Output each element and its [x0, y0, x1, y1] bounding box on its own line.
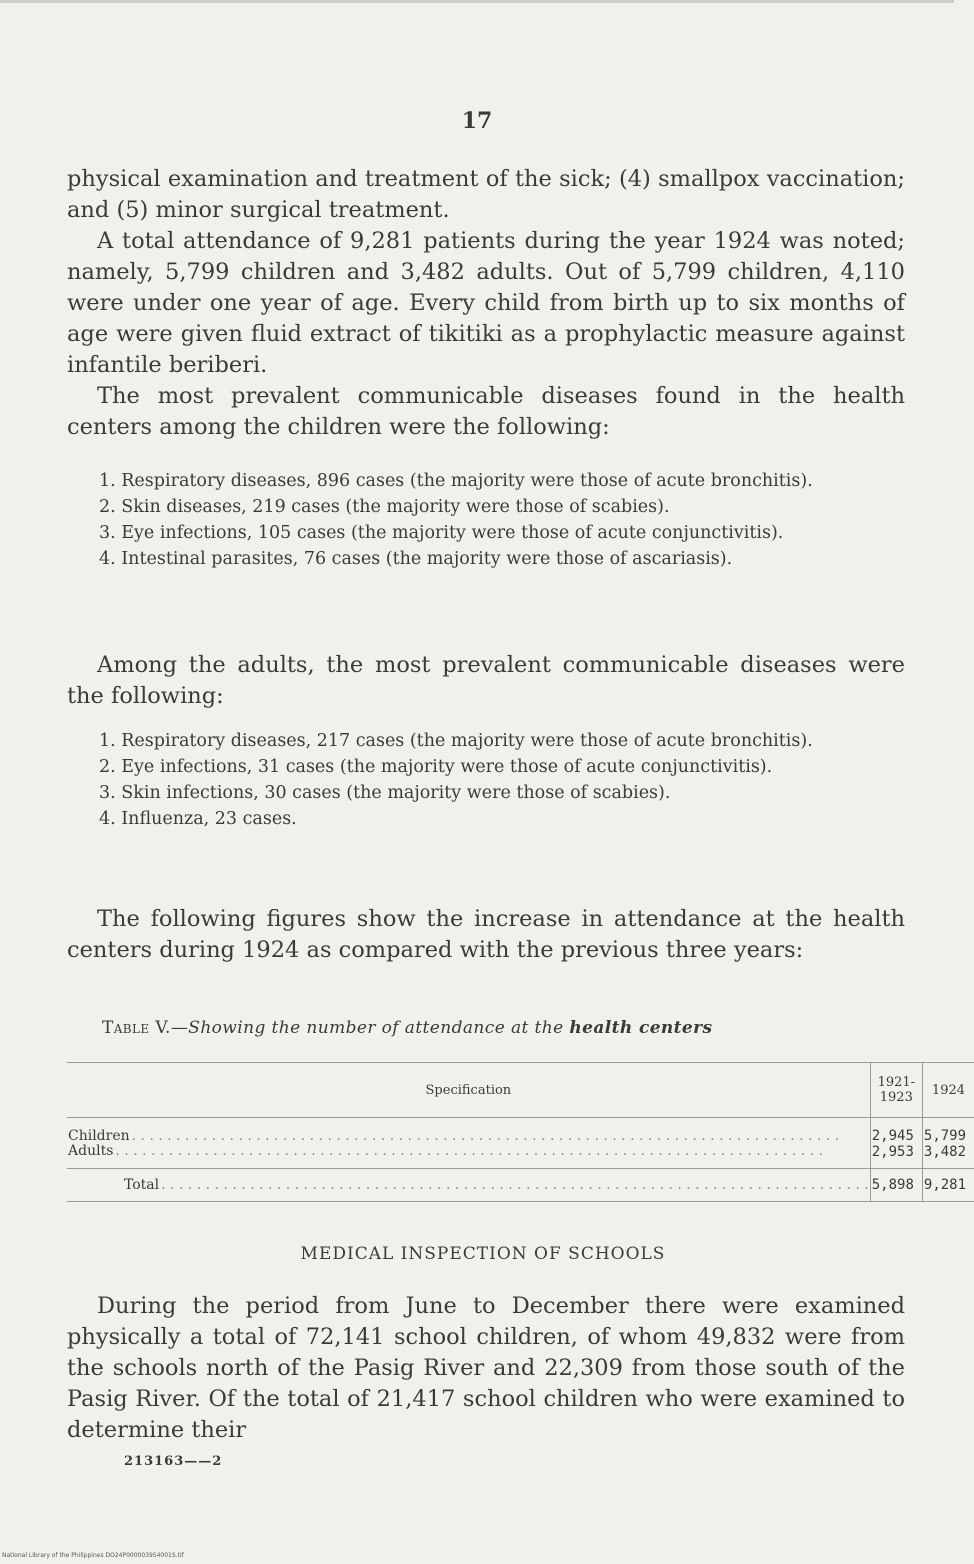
table-caption: [102, 1018, 712, 1038]
page-edge: [0, 0, 954, 3]
value-adults-1924: 3,482: [923, 1144, 967, 1160]
figures-section: [67, 904, 905, 966]
table-row: [67, 1118, 974, 1169]
paragraph-figures-intro: The following figures show the increase in attendance at the health centers during 1924 as compared with the previous three years:: [67, 906, 905, 963]
total-1924: 9,281: [922, 1169, 974, 1202]
page-number: 17: [461, 108, 493, 134]
values-1924-cell: [922, 1118, 974, 1169]
values-1921-1923-cell: [870, 1118, 922, 1169]
row-label: Adults: [68, 1143, 114, 1159]
section-heading: MEDICAL INSPECTION OF SCHOOLS: [300, 1244, 666, 1264]
paragraph-school-inspection: During the period from June to December there were examined physically a total of 72,141 school children, of whom 49,832 were from the schools north of the Pasig River and 22,309 from those south of the Pasig River. Of the total of 21,417 school children who were examined to determine their: [67, 1293, 905, 1443]
row-label-adults: [68, 1144, 869, 1159]
value-children-1924: 5,799: [923, 1128, 967, 1144]
value-children-1921-1923: 2,945: [871, 1128, 914, 1144]
paragraph-attendance: A total attendance of 9,281 patients during the year 1924 was noted; namely, 5,799 children and 3,482 adults. Out of 5,799 children, 4,110 were under one year of age. Every child from birth up to six months of age were given fluid extract of tikitiki as a prophylactic measure against infantile beriberi.: [67, 228, 905, 378]
total-1921-1923: 5,898: [870, 1169, 922, 1202]
adults-section: [67, 650, 905, 712]
paragraph-children-intro: The most prevalent communicable diseases found in the health centers among the children were the following:: [67, 383, 905, 440]
scan-credit: National Library of the Philippines DO24P000003954001S.tif: [2, 1552, 184, 1559]
list-item: 2. Eye infections, 31 cases (the majority were those of acute conjunctivitis).: [99, 757, 773, 777]
schools-section: [67, 1291, 905, 1446]
row-label-children: [68, 1129, 869, 1144]
table-header-row: [67, 1063, 974, 1118]
adult-disease-list: [67, 728, 905, 832]
list-item: 4. Influenza, 23 cases.: [99, 809, 297, 829]
header-1921-1923: 1921-1923: [870, 1063, 922, 1118]
table-caption-label: Table V.: [102, 1018, 171, 1038]
intro-section: [67, 164, 905, 443]
paragraph-treatments: physical examination and treatment of the sick; (4) smallpox vaccination; and (5) minor surgical treatment.: [67, 166, 905, 223]
value-adults-1921-1923: 2,953: [871, 1144, 914, 1160]
row-label-total: [68, 1178, 869, 1193]
header-specification: Specification: [67, 1063, 870, 1118]
row-labels-cell: [67, 1118, 870, 1169]
row-label: Children: [68, 1128, 130, 1144]
table-caption-bold: health centers: [569, 1018, 713, 1038]
list-item: 4. Intestinal parasites, 76 cases (the majority were those of ascariasis).: [99, 549, 733, 569]
signature-code: 213163——2: [124, 1454, 223, 1469]
list-item: 3. Eye infections, 105 cases (the majority were those of acute conjunctivitis).: [99, 523, 784, 543]
attendance-table: [67, 1062, 974, 1202]
row-label: Total: [124, 1176, 160, 1193]
children-disease-list: [67, 468, 905, 572]
header-1924: 1924: [922, 1063, 974, 1118]
list-item: 2. Skin diseases, 219 cases (the majority were those of scabies).: [99, 497, 670, 517]
list-item: 1. Respiratory diseases, 217 cases (the majority were those of acute bronchitis).: [99, 731, 813, 751]
table-caption-text: —Showing the number of attendance at the: [170, 1018, 570, 1038]
table-row-total: [67, 1169, 974, 1202]
list-item: 3. Skin infections, 30 cases (the majority were those of scabies).: [99, 783, 671, 803]
list-item: 1. Respiratory diseases, 896 cases (the majority were those of acute bronchitis).: [99, 471, 813, 491]
paragraph-adults-intro: Among the adults, the most prevalent communicable diseases were the following:: [67, 652, 905, 709]
total-label-cell: [67, 1169, 870, 1202]
